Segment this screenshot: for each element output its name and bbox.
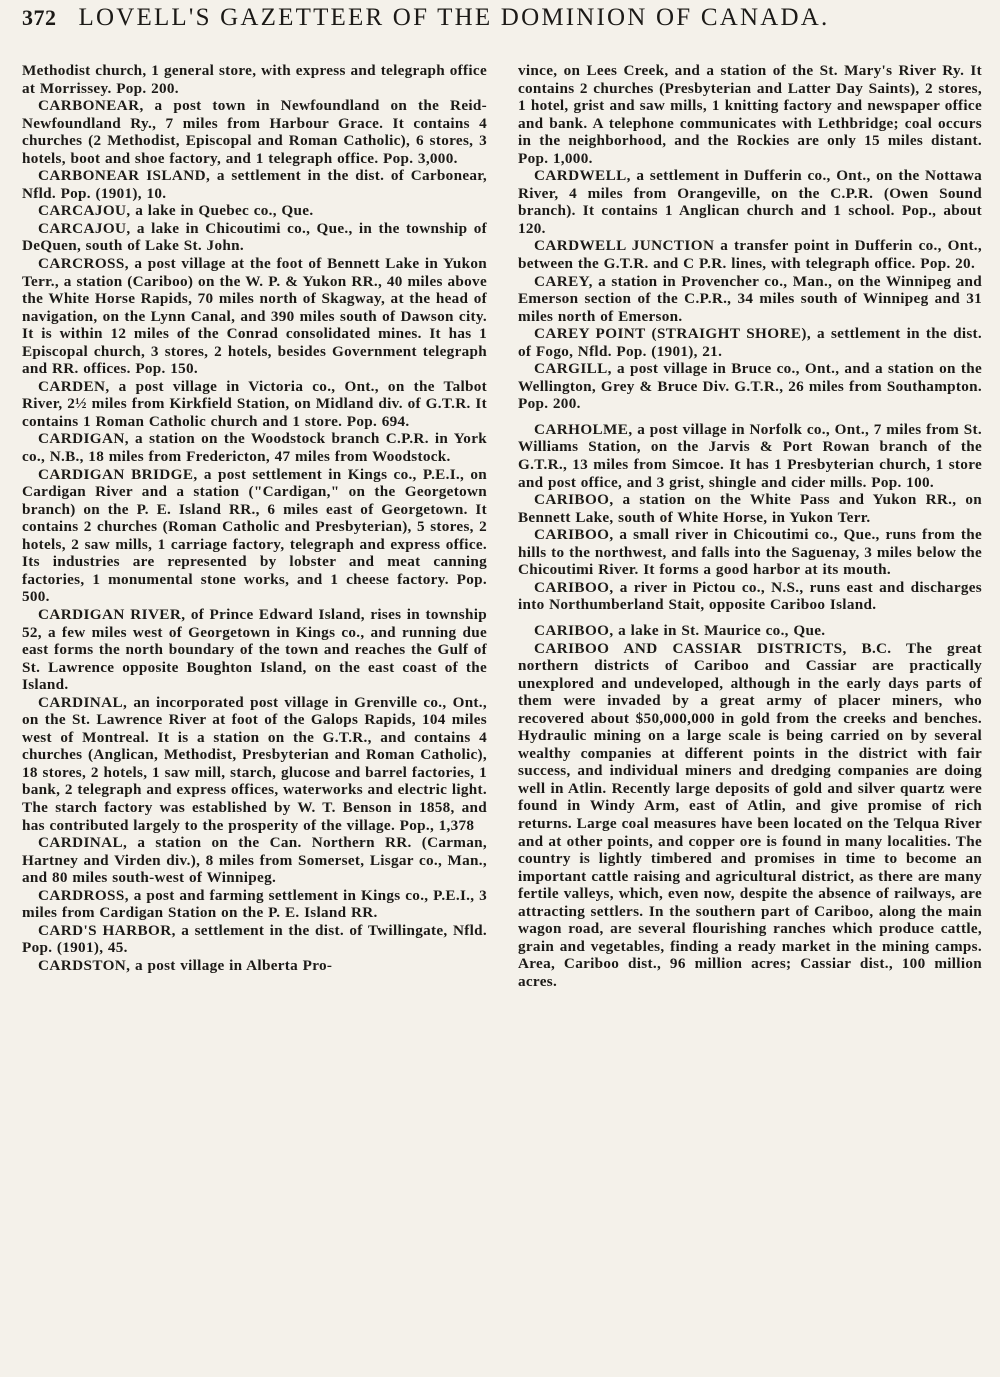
gazetteer-entry [518,273,982,326]
entry-text: Methodist church, 1 general store, with express and telegraph office at Morrissey. Pop. 200. [22,62,487,97]
gazetteer-entry [518,526,982,579]
entry-headword: CARD'S HARBOR, [38,921,176,939]
gazetteer-entry [518,579,982,614]
entry-headword: CARIBOO AND CASSIAR DISTRICTS, [534,639,847,657]
gazetteer-entry [518,62,982,167]
gazetteer-entry [22,202,487,220]
entry-text: a post village in Norfolk co., Ont., 7 miles from St. Williams Station, on the Jarvis & Port Rowan branch of the G.T.R., 13 miles from Simcoe. It has 1 Presbyterian church, 1 store and post office, and 3 grist, shingle and cider mills. Pop. 100. [518,420,982,491]
gazetteer-entry [518,622,982,640]
entry-text: of Prince Edward Island, rises in township 52, a few miles west of Georgetown in Kings co., and running due east forms the north boundary of the town and reaches the Gulf of St. Lawrence opposite Boughton Island, on the east coast of the Island. [22,605,487,694]
entry-text: a settlement in the dist. of Twillingate, Nfld. Pop. (1901), 45. [22,921,487,957]
entry-text: a station in Provencher co., Man., on the Winnipeg and Emerson section of the C.P.R., 34 miles south of Winnipeg and 31 miles north of Emerson. [518,272,982,325]
gazetteer-entry [22,887,487,922]
entry-headword: CARIBOO, [534,491,614,509]
entry-headword: CARDWELL JUNCTION [534,237,715,255]
entry-headword: CARDIGAN, [38,430,129,448]
gazetteer-entry [22,255,487,378]
gazetteer-entry [22,97,487,167]
entry-text: a post and farming settlement in Kings co., P.E.I., 3 miles from Cardigan Station on the P. E. Island RR. [22,886,487,922]
entry-headword: CARIBOO, [534,578,614,596]
entry-text: vince, on Lees Creek, and a station of the St. Mary's River Ry. It contains 2 churches (Presbyterian and Latter Day Saints), 2 stores, 1 hotel, grist and saw mills, 1 knitting factory and newspaper office and bank. A telephone communicates with Lethbridge; coal occurs in the neighborhood, and the Rockies are only 15 miles distant. Pop. 1,000. [518,62,982,167]
entry-headword: CARDWELL, [534,167,631,185]
gazetteer-entry [518,491,982,526]
entry-text: a post village in Victoria co., Ont., on the Talbot River, 2½ miles from Kirkfield Station, on Midland div. of G.T.R. It contains 1 Roman Catholic church and 1 store. Pop. 694. [22,377,487,430]
gazetteer-entry [22,167,487,202]
entry-headword: CAREY, [534,272,593,290]
entry-text: a post village at the foot of Bennett Lake in Yukon Terr., a station (Cariboo) on the W. P. & Yukon RR., 40 miles above the White Horse Rapids, 70 miles north of Skagway, at the head of navigation, on the Lynn Canal, and 390 miles south of Dawson city. It is within 12 miles of the Conrad consolidated mines. It has 1 Episcopal church, 3 stores, 2 hotels, besides Government telegraph and RR. offices. Pop. 150. [22,255,487,378]
gazetteer-entry [22,834,487,887]
entry-headword: CARBONEAR, [38,97,144,115]
entry-text: a settlement in the dist. of Carbonear, Nfld. Pop. (1901), 10. [22,167,487,202]
gazetteer-entry [518,325,982,360]
gazetteer-entry [518,360,982,413]
entry-headword: CARDINAL, [38,834,128,852]
gazetteer-entry [22,606,487,694]
entry-text: a station on the Woodstock branch C.P.R. in York co., N.B., 18 miles from Fredericton, 47 miles from Woodstock. [22,430,487,466]
entry-text: a small river in Chicoutimi co., Que., runs from the hills to the northwest, and falls into the Saguenay, 3 miles below the Chicoutimi River. It forms a good harbor at its mouth. [518,526,982,579]
gazetteer-entry [22,62,487,97]
entry-headword: CARIBOO, [534,621,614,639]
gazetteer-entry [22,466,487,606]
entry-headword: CARDEN, [38,377,110,395]
entry-text: a post settlement in Kings co., P.E.I., on Cardigan River and a station ("Cardigan," on the Georgetown branch) on the P. E. Island RR., 6 miles east of Georgetown. It contains 2 churches (Roman Catholic and Presbyterian), 5 stores, 2 hotels, 2 saw mills, 1 carriage factory, telegraph and express office. Its industries are represented by lobster and meat canning factories, 1 monumental stone works, and 1 cheese factory. Pop. 500. [22,465,487,606]
entry-text: an incorporated post village in Grenville co., Ont., on the St. Lawrence River at foot of the Galops Rapids, 104 miles west of Montreal. It is a station on the G.T.R., and contains 4 churches (Anglican, Methodist, Presbyterian and Roman Catholic), 18 stores, 2 hotels, 1 saw mill, starch, glucose and barrel factories, 1 bank, 2 telegraph and express offices, waterworks and electric light. The starch factory was established by W. T. Benson in 1858, and has contributed largely to the prosperity of the village. Pop., 1,378 [22,693,487,834]
entry-text: a station on the White Pass and Yukon RR., on Bennett Lake, south of White Horse, in Yukon Terr. [518,491,982,526]
page-number: 372 [22,5,57,30]
left-column [22,62,487,974]
gazetteer-entry [22,922,487,957]
entry-headword: CARCAJOU, [38,219,131,237]
entry-headword: CARBONEAR ISLAND, [38,167,211,185]
entry-text: a post village in Alberta Pro- [130,956,333,974]
gazetteer-entry [22,220,487,255]
entry-headword: CARDSTON, [38,956,131,974]
entry-text: a lake in St. Maurice co., Que. [613,621,826,639]
entry-headword: CAREY POINT (STRAIGHT SHORE), [534,325,812,343]
gazetteer-entry [518,640,982,991]
entry-text: B.C. The great northern districts of Cariboo and Cassiar are practically unexplored and undeveloped, although in the early days parts of them were invaded by a great army of placer miners, who recovered about $50,000,000 in gold from the creeks and benches. Hydraulic mining on a large scale is being carried on by several wealthy companies at different points in the district with fair success, and individual miners and dredging companies are doing well in Atlin. Recently large deposits of gold and silver quartz were found in Windy Arm, east of Atlin, and give promise of rich returns. Large coal measures have been located on the Telqua River and at other points, and copper ore is found in many localities. The country is lightly timbered and promises in time to become an important cattle raising and agricultural district, as there are many fertile valleys, which, even now, despite the absence of railways, are attracting settlers. In the southern part of Cariboo, along the main wagon road, are several flourishing ranches which produce cattle, grain and vegetables, finding a ready market in the mining camps. Area, Cariboo dist., 96 million acres; Cassiar dist., 100 million acres. [518,639,982,990]
entry-text: a post town in Newfoundland on the Reid-Newfoundland Ry., 7 miles from Harbour Grace. It contains 4 churches (2 Methodist, Episcopal and Roman Catholic), 6 stores, 3 hotels, boot and shoe factory, and 1 telegraph office. Pop. 3,000. [22,97,487,167]
entry-text: a station on the Can. Northern RR. (Carman, Hartney and Virden div.), 8 miles from Somerset, Lisgar co., Man., and 80 miles south-west of Winnipeg. [22,834,487,887]
right-column [518,62,982,990]
entry-headword: CARDIGAN BRIDGE, [38,465,198,483]
entry-headword: CARDROSS, [38,886,129,904]
entry-headword: CARDINAL, [38,693,128,711]
entry-headword: CARIBOO, [534,526,614,544]
entry-text: a post village in Bruce co., Ont., and a station on the Wellington, Grey & Bruce Div. G.T.R., 26 miles from Southampton. Pop. 200. [518,360,982,413]
gazetteer-entry [518,167,982,237]
entry-headword: CARDIGAN RIVER, [38,605,186,623]
entry-headword: CARCAJOU, [38,202,131,220]
entry-headword: CARGILL, [534,360,612,378]
gazetteer-entry [22,430,487,465]
gazetteer-entry [22,378,487,431]
entry-text: a lake in Chicoutimi co., Que., in the township of DeQuen, south of Lake St. John. [22,219,487,255]
gazetteer-entry [518,421,982,491]
entry-headword: CARHOLME, [534,420,633,438]
entry-text: a transfer point in Dufferin co., Ont., between the G.T.R. and C P.R. lines, with telegraph office. Pop. 20. [518,237,982,273]
entry-text: a river in Pictou co., N.S., runs east and discharges into Northumberland Stait, opposite Cariboo Island. [518,578,982,614]
entry-text: a settlement in the dist. of Fogo, Nfld. Pop. (1901), 21. [518,325,983,360]
gazetteer-entry [22,694,487,834]
gazetteer-entry [22,957,487,975]
entry-text: a lake in Quebec co., Que. [130,202,314,220]
entry-text: a settlement in Dufferin co., Ont., on the Nottawa River, 4 miles from Orangeville, on the C.P.R. (Owen Sound branch). It contains 1 Anglican church and 1 school. Pop., about 120. [518,167,982,237]
page-header [22,4,982,44]
running-title: LOVELL'S GAZETTEER OF THE DOMINION OF CANADA. [78,4,830,31]
entry-headword: CARCROSS, [38,255,129,273]
gazetteer-entry [518,237,982,272]
